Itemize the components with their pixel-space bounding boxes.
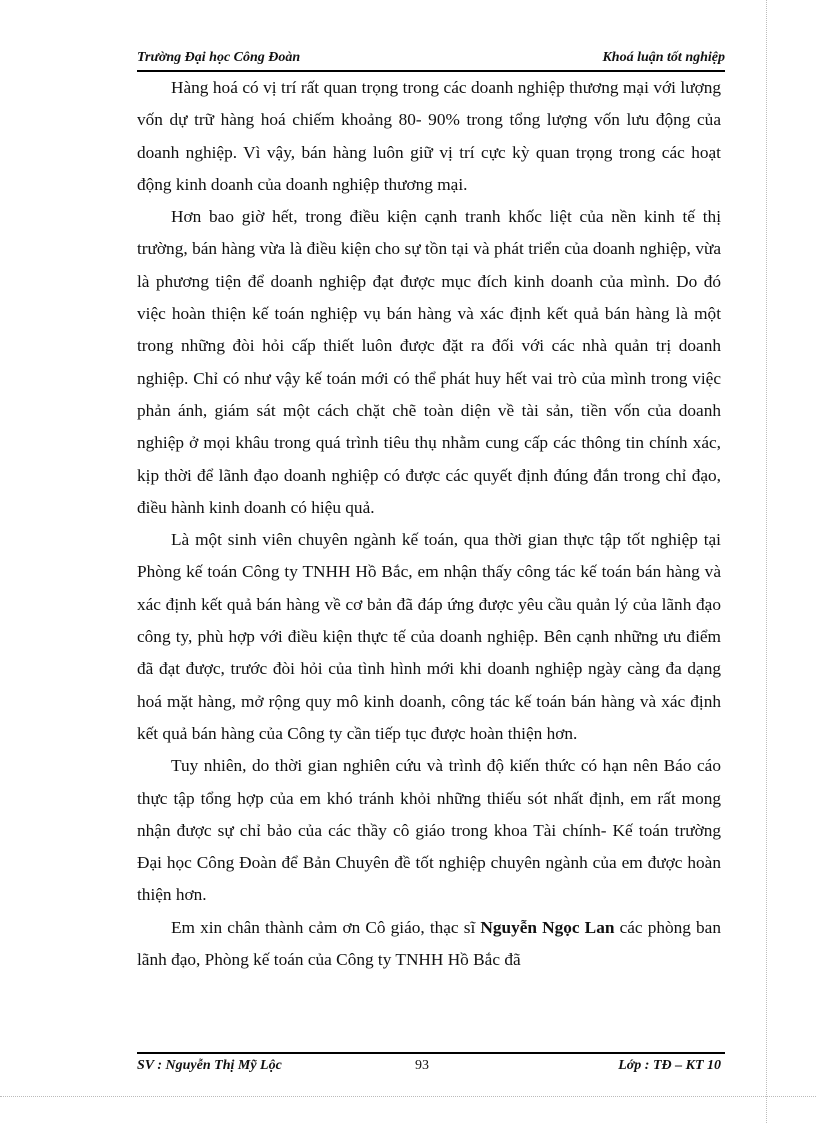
paragraph-4: Tuy nhiên, do thời gian nghiên cứu và trình độ kiến thức có hạn nên Báo cáo thực tập tổng hợp của em khó tránh khỏi những thiếu sót nhất định, em rất mong nhận được sự chỉ bảo của các thầy cô giáo trong khoa Tài chính- Kế toán trường Đại học Công Đoàn để Bản Chuyên đề tốt nghiệp chuyên ngành của em được hoàn thiện hơn. bbox=[137, 756, 721, 905]
page-number: 93 bbox=[415, 1058, 429, 1073]
page-frame-bottom bbox=[0, 1096, 816, 1097]
page-header bbox=[137, 50, 725, 72]
paragraph-2: Hơn bao giờ hết, trong điều kiện cạnh tranh khốc liệt của nền kinh tế thị trường, bán hàng vừa là điều kiện cho sự tồn tại và phát triển của doanh nghiệp, vừa là phương tiện để doanh nghiệp đạt được mục đích kinh doanh của mình. Do đó việc hoàn thiện kế toán nghiệp vụ bán hàng và xác định kết quả bán hàng là một trong những đòi hỏi cấp thiết luôn được đặt ra đối với các nhà quản trị doanh nghiệp. Chỉ có như vậy kế toán mới có thể phát huy hết vai trò của mình trong việc phản ánh, giám sát một cách chặt chẽ toàn diện về tài sản, tiền vốn của doanh nghiệp ở mọi khâu trong quá trình tiêu thụ nhằm cung cấp các thông tin chính xác, kịp thời để lãnh đạo doanh nghiệp có được các quyết định đúng đắn trong chỉ đạo, điều hành kinh doanh có hiệu quả. bbox=[137, 207, 721, 517]
paragraph-5 bbox=[137, 912, 721, 977]
paragraph-1: Hàng hoá có vị trí rất quan trọng trong các doanh nghiệp thương mại với lượng vốn dự trữ hàng hoá chiếm khoảng 80- 90% trong tổng lượng vốn lưu động của doanh nghiệp. Vì vậy, bán hàng luôn giữ vị trí cực kỳ quan trọng trong các hoạt động kinh doanh của doanh nghiệp thương mại. bbox=[137, 78, 721, 194]
footer-class: Lớp : TĐ – KT 10 bbox=[618, 1058, 721, 1073]
footer-student: SV : Nguyễn Thị Mỹ Lộc bbox=[137, 1058, 282, 1073]
header-doc-type: Khoá luận tốt nghiệp bbox=[602, 50, 725, 65]
header-school: Trường Đại học Công Đoàn bbox=[137, 50, 301, 65]
paragraph-5-before: Em xin chân thành cảm ơn Cô giáo, thạc sĩ bbox=[171, 917, 481, 937]
page-frame-right bbox=[766, 0, 767, 1123]
body-text bbox=[137, 72, 721, 976]
advisor-name: Nguyễn Ngọc Lan bbox=[480, 917, 615, 937]
page-footer bbox=[137, 1052, 725, 1078]
paragraph-5-after: các phòng ban lãnh đạo, Phòng kế toán của Công ty TNHH Hồ Bắc đã bbox=[137, 917, 721, 970]
paragraph-3: Là một sinh viên chuyên ngành kế toán, qua thời gian thực tập tốt nghiệp tại Phòng kế toán Công ty TNHH Hồ Bắc, em nhận thấy công tác kế toán bán hàng và xác định kết quả bán hàng về cơ bản đã đáp ứng được yêu cầu quản lý của lãnh đạo công ty, phù hợp với điều kiện thực tế của doanh nghiệp. Bên cạnh những ưu điểm đã đạt được, trước đòi hỏi của tình hình mới khi doanh nghiệp ngày càng đa dạng hoá mặt hàng, mở rộng quy mô kinh doanh, công tác kế toán bán hàng và xác định kết quả bán hàng của Công ty cần tiếp tục được hoàn thiện hơn. bbox=[137, 530, 721, 743]
